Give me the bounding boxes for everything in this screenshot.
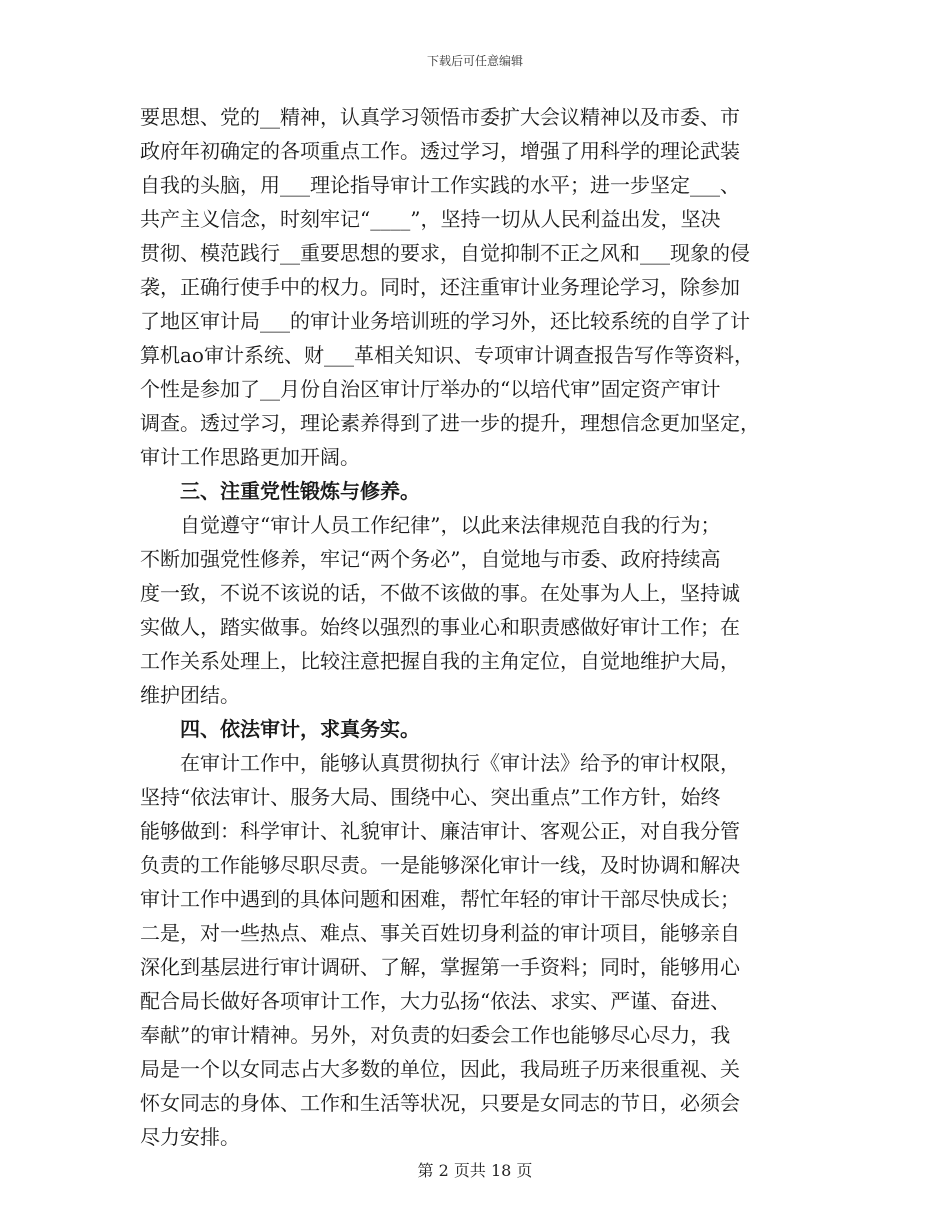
- text-line: 审计工作思路更加开阔。: [140, 445, 360, 469]
- text-line: 调查。透过学习，理论素养得到了进一步的提升，理想信念更加坚定，: [140, 411, 760, 435]
- text-line: 怀女同志的身体、工作和生活等状况，只要是女同志的节日，必须会: [140, 1091, 740, 1115]
- text-line: 自觉遵守“审计人员工作纪律”，以此来法律规范自我的行为；: [140, 513, 721, 537]
- text-line: 了地区审计局___的审计业务培训班的学习外，还比较系统的自学了计: [140, 309, 750, 333]
- text-line: 实做人，踏实做事。始终以强烈的事业心和职责感做好审计工作；在: [140, 615, 740, 639]
- page-number: 第 2 页共 18 页: [417, 1161, 533, 1180]
- text-line: 要思想、党的__精神，认真学习领悟市委扩大会议精神以及市委、市: [140, 105, 740, 129]
- text-line: 坚持“依法审计、服务大局、围绕中心、突出重点”工作方针，始终: [140, 785, 721, 809]
- text-line: 深化到基层进行审计调研、了解，掌握第一手资料；同时，能够用心: [140, 955, 740, 979]
- text-line: 配合局长做好各项审计工作，大力弘扬“依法、求实、严谨、奋进、: [140, 989, 731, 1013]
- text-line: 政府年初确定的各项重点工作。透过学习，增强了用科学的理论武装: [140, 139, 740, 163]
- text-line: 能够做到：科学审计、礼貌审计、廉洁审计、客观公正，对自我分管: [140, 819, 740, 843]
- text-line: 奉献”的审计精神。另外，对负责的妇委会工作也能够尽心尽力，我: [140, 1023, 731, 1047]
- text-line: 审计工作中遇到的具体问题和困难，帮忙年轻的审计干部尽快成长；: [140, 887, 740, 911]
- text-line: 不断加强党性修养，牢记“两个务必”，自觉地与市委、政府持续高: [140, 547, 721, 571]
- text-line: 度一致，不说不该说的话，不做不该做的事。在处事为人上，坚持诚: [140, 581, 740, 605]
- text-line: 负责的工作能够尽职尽责。一是能够深化审计一线，及时协调和解决: [140, 853, 740, 877]
- text-line: 袭，正确行使手中的权力。同时，还注重审计业务理论学习，除参加: [140, 275, 740, 299]
- text-line: 局是一个以女同志占大多数的单位，因此，我局班子历来很重视、关: [140, 1057, 740, 1081]
- text-line: 自我的头脑，用___理论指导审计工作实践的水平；进一步坚定___、: [140, 173, 740, 197]
- text-line: 二是，对一些热点、难点、事关百姓切身利益的审计项目，能够亲自: [140, 921, 740, 945]
- text-line: 在审计工作中，能够认真贯彻执行《审计法》给予的审计权限，: [140, 751, 740, 775]
- document-body: [140, 100, 805, 1154]
- text-line: 尽力安排。: [140, 1125, 240, 1149]
- section-heading: 三、注重党性锻炼与修养。: [140, 479, 420, 503]
- text-line: 维护团结。: [140, 683, 240, 707]
- section-heading: 四、依法审计，求真务实。: [140, 717, 420, 741]
- text-line: 共产主义信念，时刻牢记“____”，坚持一切从人民利益出发，坚决: [140, 207, 721, 231]
- text-line: 个性是参加了__月份自治区审计厅举办的“以培代审”固定资产审计: [140, 377, 721, 401]
- text-line: 贯彻、模范践行__重要思想的要求，自觉抑制不正之风和___现象的侵: [140, 241, 750, 265]
- page-header-note: 下载后可任意编辑: [426, 54, 523, 68]
- text-line: 工作关系处理上，比较注意把握自我的主角定位，自觉地维护大局，: [140, 649, 740, 673]
- text-line: 算机ao审计系统、财___革相关知识、专项审计调查报告写作等资料，: [140, 343, 754, 367]
